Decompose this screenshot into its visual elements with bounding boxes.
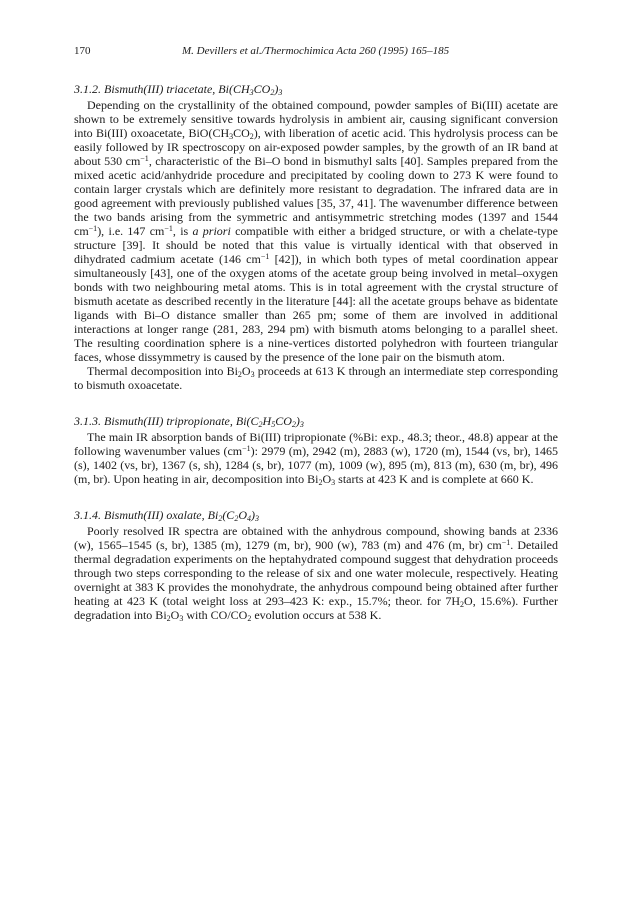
paragraph-oxalate: Poorly resolved IR spectra are obtained with the anhydrous compound, showing bands at 2336 (w), 1565–1545 (s, br), 1385 (m), 1279 (m, br), 900 (w), 783 (m) and 476 (m, br) $cm^{-1}$. Detailed thermal degradation experiments on the heptahydrated compound suggest that dehydration proceeds through two steps corresponding to the release of six and one water molecule, respectively. Heating overnight at 383 K provides the monohydrate, the anhydrous compound being obtained after further heating at 423 K (total weight loss at 293–423 K: exp., 15.7%; theor. for $7H_2O$, 15.6%). Further degradation into $Bi_2O_3$ with $CO/CO_2$ evolution occurs at 538 K.: [74, 524, 558, 623]
page-header: [74, 45, 558, 61]
page-number: 170: [74, 45, 91, 57]
paragraph-bismuth-acetate: Depending on the crystallinity of the obtained compound, powder samples of Bi(III) acetate are shown to be extremely sensitive towards hydrolysis in ambient air, causing significant conversion into Bi(III) oxoacetate, $BiO(CH_3CO_2)$, with liberation of acetic acid. This hydrolysis process can be easily followed by IR spectroscopy on air-exposed powder samples, by the growth of an IR band at about 530 $cm^{-1}$, characteristic of the Bi–O bond in bismuthyl salts [40]. Samples prepared from the mixed acetic acid/anhydride procedure and precipitated by cooling down to 273 K were found to contain larger crystals which are definitely more resistant to degradation. The infrared data are in good agreement with previously published values [35, 37, 41]. The wavenumber difference between the two bands arising from the symmetric and antisymmetric stretching modes (1397 and 1544 $cm^{-1}$), i.e. 147 $cm^{-1}$, is a priori compatible with either a bridged structure, or with a chelate-type structure [39]. It should be noted that this value is virtually identical with that observed in dihydrated cadmium acetate (146 $cm^{-1}$ [42]), in which both types of metal coordination appear simultaneously [43], one of the oxygen atoms of the acetate group being involved in metal–oxygen bonds with two neighbouring metal atoms. This is in total agreement with the crystal structure of bismuth acetate as described recently in the literature [44]: all the acetate groups behave as bidentate ligands with Bi–O distance smaller than 265 pm; some of them are involved in additional interactions at longer range (281, 283, 294 pm) with bismuth atoms belonging to a parallel sheet. The resulting coordination sphere is a nine-vertices distorted polyhedron with fourteen triangular faces, whose dissymmetry is caused by the presence of the lone pair on the bismuth atom.: [74, 98, 558, 364]
paragraph-acetate-decomposition: Thermal decomposition into $Bi_2O_3$ proceeds at 613 K through an intermediate step corresponding to bismuth oxoacetate.: [74, 364, 558, 392]
section-heading-3-1-3: 3.1.3. Bismuth(III) tripropionate, $Bi(C_2H_5CO_2)_3$: [74, 414, 304, 429]
section-heading-3-1-2: 3.1.2. Bismuth(III) triacetate, $Bi(CH_3CO_2)_3$: [74, 82, 283, 97]
body-text: [74, 82, 558, 622]
section-heading-3-1-4: 3.1.4. Bismuth(III) oxalate, $Bi_2(C_2O_4)_3$: [74, 508, 259, 523]
running-title: M. Devillers et al./Thermochimica Acta 260 (1995) 165–185: [182, 45, 450, 57]
paragraph-tripropionate: The main IR absorption bands of Bi(III) tripropionate (%Bi: exp., 48.3; theor., 48.8) appear at the following wavenumber values $(cm^{-1})$: 2979 (m), 2942 (m), 2883 (w), 1720 (m), 1544 (vs, br), 1465 (s), 1402 (vs, br), 1367 (s, sh), 1284 (s, br), 1077 (m), 1009 (w), 895 (m), 813 (m), 630 (m, br), 496 (m, br). Upon heating in air, decomposition into $Bi_2O_3$ starts at 423 K and is complete at 660 K.: [74, 430, 559, 487]
